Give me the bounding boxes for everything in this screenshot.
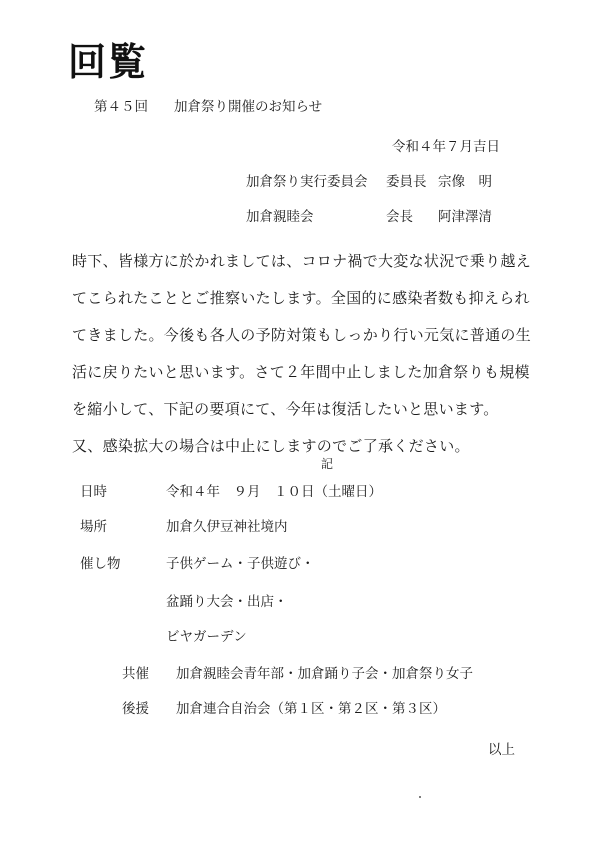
place-label: 場所 [80,519,107,535]
organizer-person: 宗像 明 [438,174,492,190]
notice-body [72,243,532,465]
ki-heading: 記 [321,457,334,471]
notice-title: 加倉祭り開催のお知らせ [174,99,323,115]
notice-title-line [94,98,322,116]
support-value: 加倉連合自治会（第１区・第２区・第３区） [176,701,446,717]
organizer-name: 加倉親睦会 [246,209,314,225]
place-value: 加倉久伊豆神社境内 [166,519,288,535]
events-line-3: ビヤガーデン [166,629,247,645]
organizer-role: 会長 [386,209,413,225]
body-line: てきました。今後も各人の予防対策もしっかり行い元気に普通の生 [72,326,532,344]
datetime-label: 日時 [80,484,107,500]
events-label: 催し物 [80,556,121,572]
body-line: 活に戻りたいと思います。さて２年間中止しました加倉祭りも規模 [72,363,530,381]
scan-speck [419,796,421,798]
body-line: を縮小して、下記の要項にて、今年は復活したいと思います。 [72,400,499,418]
events-line-2: 盆踊り大会・出店・ [166,594,288,610]
organizer-name: 加倉祭り実行委員会 [246,174,368,190]
closing-mark: 以上 [488,742,515,758]
body-line: 又、感染拡大の場合は中止にしますのでご了承ください。 [72,437,470,455]
body-line: 時下、皆様方に於かれましては、コロナ禍で大変な状況で乗り越え [72,252,532,270]
issue-date: 令和４年７月吉日 [392,139,500,155]
body-line: てこられたこととご推察いたします。全国的に感染者数も抑えられ [72,289,530,307]
edition-number: 第４５回 [94,99,148,115]
organizer-role: 委員長 [386,174,427,190]
host-value: 加倉親睦会青年部・加倉踊り子会・加倉祭り女子 [176,666,473,682]
datetime-value: 令和４年 ９月 １０日（土曜日） [166,484,382,500]
events-line-1: 子供ゲーム・子供遊び・ [166,556,315,572]
circular-stamp-title: 回覧 [68,40,149,84]
host-label: 共催 [122,666,149,682]
organizer-person: 阿津澤清 [438,209,492,225]
support-label: 後援 [122,701,149,717]
